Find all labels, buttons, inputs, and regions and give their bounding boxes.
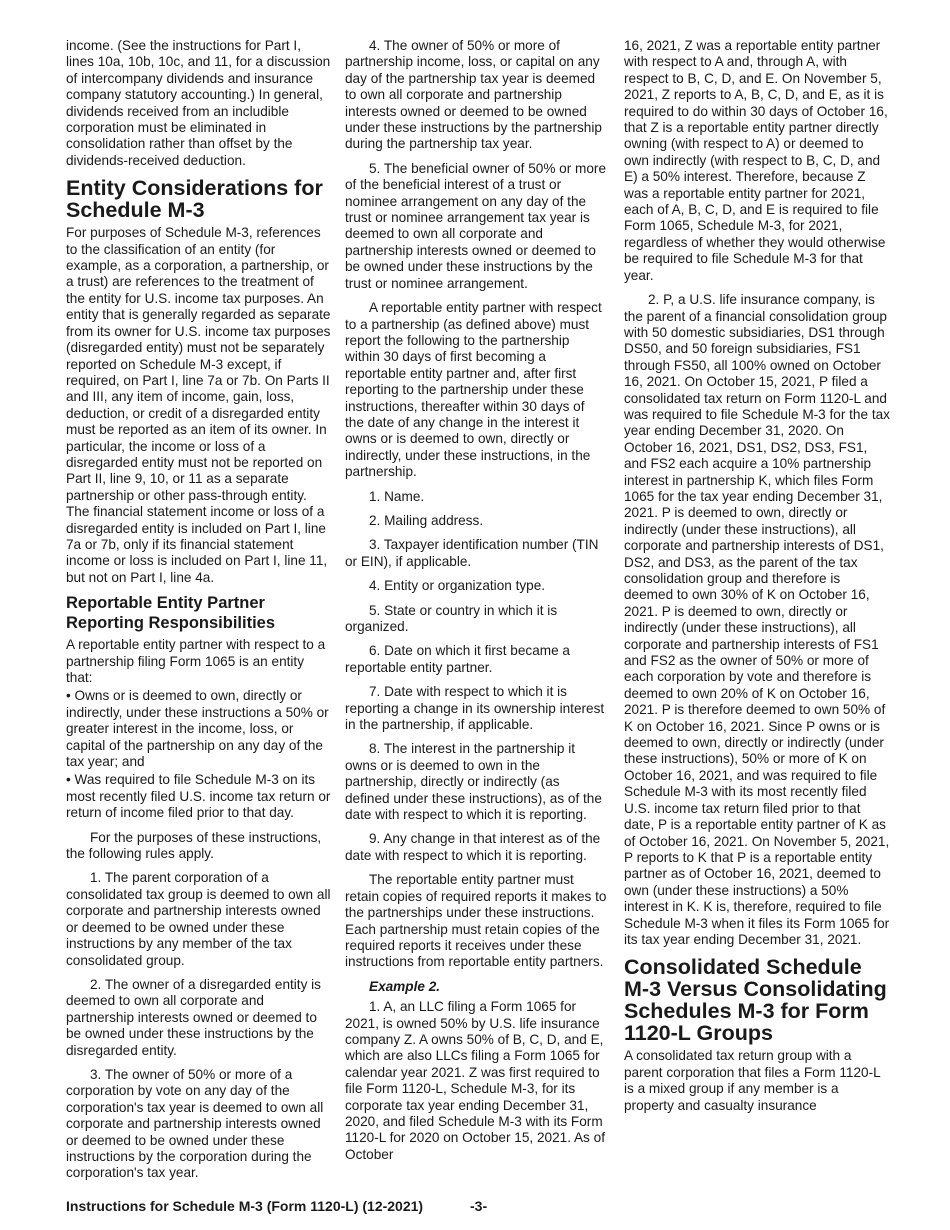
report-item: 7. Date with respect to which it is reporting a change in its ownership interest in the partnership, if applicable. [345, 684, 605, 733]
bullet-item: • Was required to file Schedule M-3 on its most recently filed U.S. income tax return or return of income filed prior to that day. [66, 772, 331, 821]
report-item: 3. Taxpayer identification number (TIN or EIN), if applicable. [345, 537, 599, 569]
bullet-item: • Owns or is deemed to own, directly or indirectly, under these instructions a 50% or greater interest in the income, loss, or capital of the partnership on any day of the tax year; and [66, 688, 329, 770]
report-item: 6. Date on which it first became a reportable entity partner. [345, 643, 570, 675]
intro-paragraph: income. (See the instructions for Part I, lines 10a, 10b, 10c, and 11, for a discussion of intercompany dividends and insurance company statutory accounting.) In general, dividends received from an includible corporation must be eliminated in consolidation rather than offset by the dividends-received deduction. [66, 38, 331, 168]
report-requirements-paragraph: A reportable entity partner with respect to a partnership (as defined above) must report the following to the partnership within 30 days of first becoming a reportable entity partner and, after first reporting to the partnership under these instructions, thereafter within 30 days of the date of any change in the interest it owns or is deemed to own, directly or indirectly, under these instructions, in the partnership. [345, 300, 602, 480]
reportable-entity-paragraph: A reportable entity partner with respect to a partnership filing Form 1065 is an entity that: [66, 637, 326, 685]
report-item: 5. State or country in which it is organized. [345, 602, 558, 634]
report-item: 9. Any change in that interest as of the date with respect to which it is reporting. [345, 831, 601, 863]
rule-item: 1. The parent corporation of a consolidated tax group is deemed to own all corporate and partnership interests owned or deemed to be owned under these instructions by any member of the tax consolidated group. [66, 870, 331, 968]
retain-copies-paragraph: The reportable entity partner must retain copies of required reports it makes to the partnerships under these instructions. Each partnership must retain copies of the required reports it receives under these instructions from reportable entity partners. [345, 872, 607, 970]
page-footer [66, 1198, 896, 1214]
column-3 [624, 38, 890, 1122]
column-1 [66, 38, 332, 1190]
page-number: -3- [470, 1198, 488, 1214]
report-item: 4. Entity or organization type. [369, 578, 546, 594]
report-item: 8. The interest in the partnership it owns or is deemed to own in the partnership, directly or indirectly (as defined under these instructions), as of the date with respect to which it is reporting. [345, 741, 602, 823]
rule-item: 2. The owner of a disregarded entity is deemed to own all corporate and partnership interests owned or deemed to be owned under these instructions by the disregarded entity. [66, 976, 321, 1058]
consolidated-paragraph: A consolidated tax return group with a parent corporation that files a Form 1120-L is a mixed group if any member is a property and casualty insurance [624, 1048, 881, 1113]
example-label: Example 2. [369, 978, 441, 994]
entity-considerations-heading: Entity Considerations for Schedule M-3 [66, 176, 323, 223]
entity-considerations-paragraph: For purposes of Schedule M-3, references to the classification of an entity (for example, as a corporation, a partnership, or a trust) are references to the treatment of the entity for U.S. income tax purposes. An entity that is generally regarded as separate from its owner for U.S. income tax purposes (disregarded entity) must not be separately reported on Schedule M-3 except, if required, on Part I, line 7a or 7b. On Parts II and III, any item of income, gain, loss, deduction, or credit of a disregarded entity must be reported as an item of its owner. In particular, the income or loss of a disregarded entity must not be reported on Part II, line 9, 10, or 11 as a separate partnership or other pass-through entity. The financial statement income or loss of a disregarded entity is included on Part I, line 7a or 7b, only if its financial statement income or loss is included on Part I, line 11, but not on Part I, line 4a. [66, 225, 331, 585]
report-item: 1. Name. [369, 488, 425, 504]
report-item: 2. Mailing address. [369, 512, 484, 528]
rule-item: 3. The owner of 50% or more of a corporation by vote on any day of the corporation's tax year is deemed to own all corporate and partnership interests owned or deemed to be owned under these instructions by the corporation during the corporation's tax year. [66, 1066, 324, 1181]
example-2-paragraph: 2. P, a U.S. life insurance company, is the parent of a financial consolidation group with 50 domestic subsidiaries, DS1 through DS50, and 50 foreign subsidiaries, FS1 through FS50, all 100% owned on October 16, 2021. On October 15, 2021, P filed a consolidated tax return on Form 1120-L and was required to file Schedule M-3 for the tax year ending December 31, 2020. On October 16, 2021, DS1, DS2, DS3, FS1, and FS2 each acquire a 10% partnership interest in partnership K, which files Form 1065 for the tax year ending December 31, 2021. P is deemed to own, directly or indirectly (under these instructions), all corporate and partnership interests of DS1, DS2, and DS3, as the parent of the tax consolidation group and therefore is deemed to own 30% of K on October 16, 2021. P is deemed to own, directly or indirectly (under these instructions), all corporate and partnership interests of FS1 and FS2 as the owner of 50% or more of each corporation by vote and therefore is deemed to own 20% of K on October 16, 2021. P is therefore deemed to own 50% of K on October 16, 2021. Since P owns or is deemed to own, directly or indirectly (under these instructions), 50% or more of K on October 16, 2021, and was required to file Schedule M-3 with its most recently filed U.S. income tax return filed prior to that date, P is a reportable entity partner of K as of October 16, 2021. On November 5, 2021, P reports to K that P is a reportable entity partner as of October 16, 2021, deemed to own (under these instructions) a 50% interest in K. K is, therefore, required to file Schedule M-3 when it files its Form 1065 for its tax year ending December 31, 2021. [624, 292, 890, 947]
column-2 [345, 38, 607, 1171]
example-1-paragraph: 1. A, an LLC filing a Form 1065 for 2021, is owned 50% by U.S. life insurance company Z. A owns 50% of B, C, D, and E, which are also LLCs filing a Form 1065 for calendar year 2021. Z was first required to file Form 1120-L, Schedule M-3, for its corporate tax year ending December 31, 2020, and filed Schedule M-3 with its Form 1120-L for 2020 on October 15, 2021. As of October [345, 999, 605, 1162]
rule-item: 4. The owner of 50% or more of partnership income, loss, or capital on any day of the partnership tax year is deemed to own all corporate and partnership interests owned or deemed to be owned under these instructions by the partnership during the partnership tax year. [345, 38, 602, 152]
consolidated-heading: Consolidated Schedule M-3 Versus Consolidating Schedules M-3 for Form 1120-L Groups [624, 955, 887, 1046]
footer-title: Instructions for Schedule M-3 (Form 1120-L) (12-2021) [66, 1198, 424, 1214]
rules-intro-paragraph: For the purposes of these instructions, the following rules apply. [66, 829, 322, 862]
rule-item: 5. The beneficial owner of 50% or more of the beneficial interest of a trust or nominee arrangement on any day of the trust or nominee arrangement tax year is deemed to own all corporate and partnership interests owned or deemed to be owned under these instructions by the trust or nominee arrangement. [345, 160, 607, 291]
example-1-continued: 16, 2021, Z was a reportable entity partner with respect to A and, through A, with respect to B, C, D, and E. On November 5, 2021, Z reports to A, B, C, D, and E, as it is required to do within 30 days of October 16, that Z is a reportable entity partner directly owning (with respect to A) or deemed to own indirectly (with respect to B, C, D, and E) a 50% interest. Therefore, because Z was a reportable entity partner for 2021, each of A, B, C, D, and E is required to file Form 1065, Schedule M-3, for 2021, regardless of whether they would otherwise be required to file Schedule M-3 for that year. [624, 38, 888, 283]
reportable-entity-heading: Reportable Entity Partner Reporting Responsibilities [66, 594, 276, 632]
